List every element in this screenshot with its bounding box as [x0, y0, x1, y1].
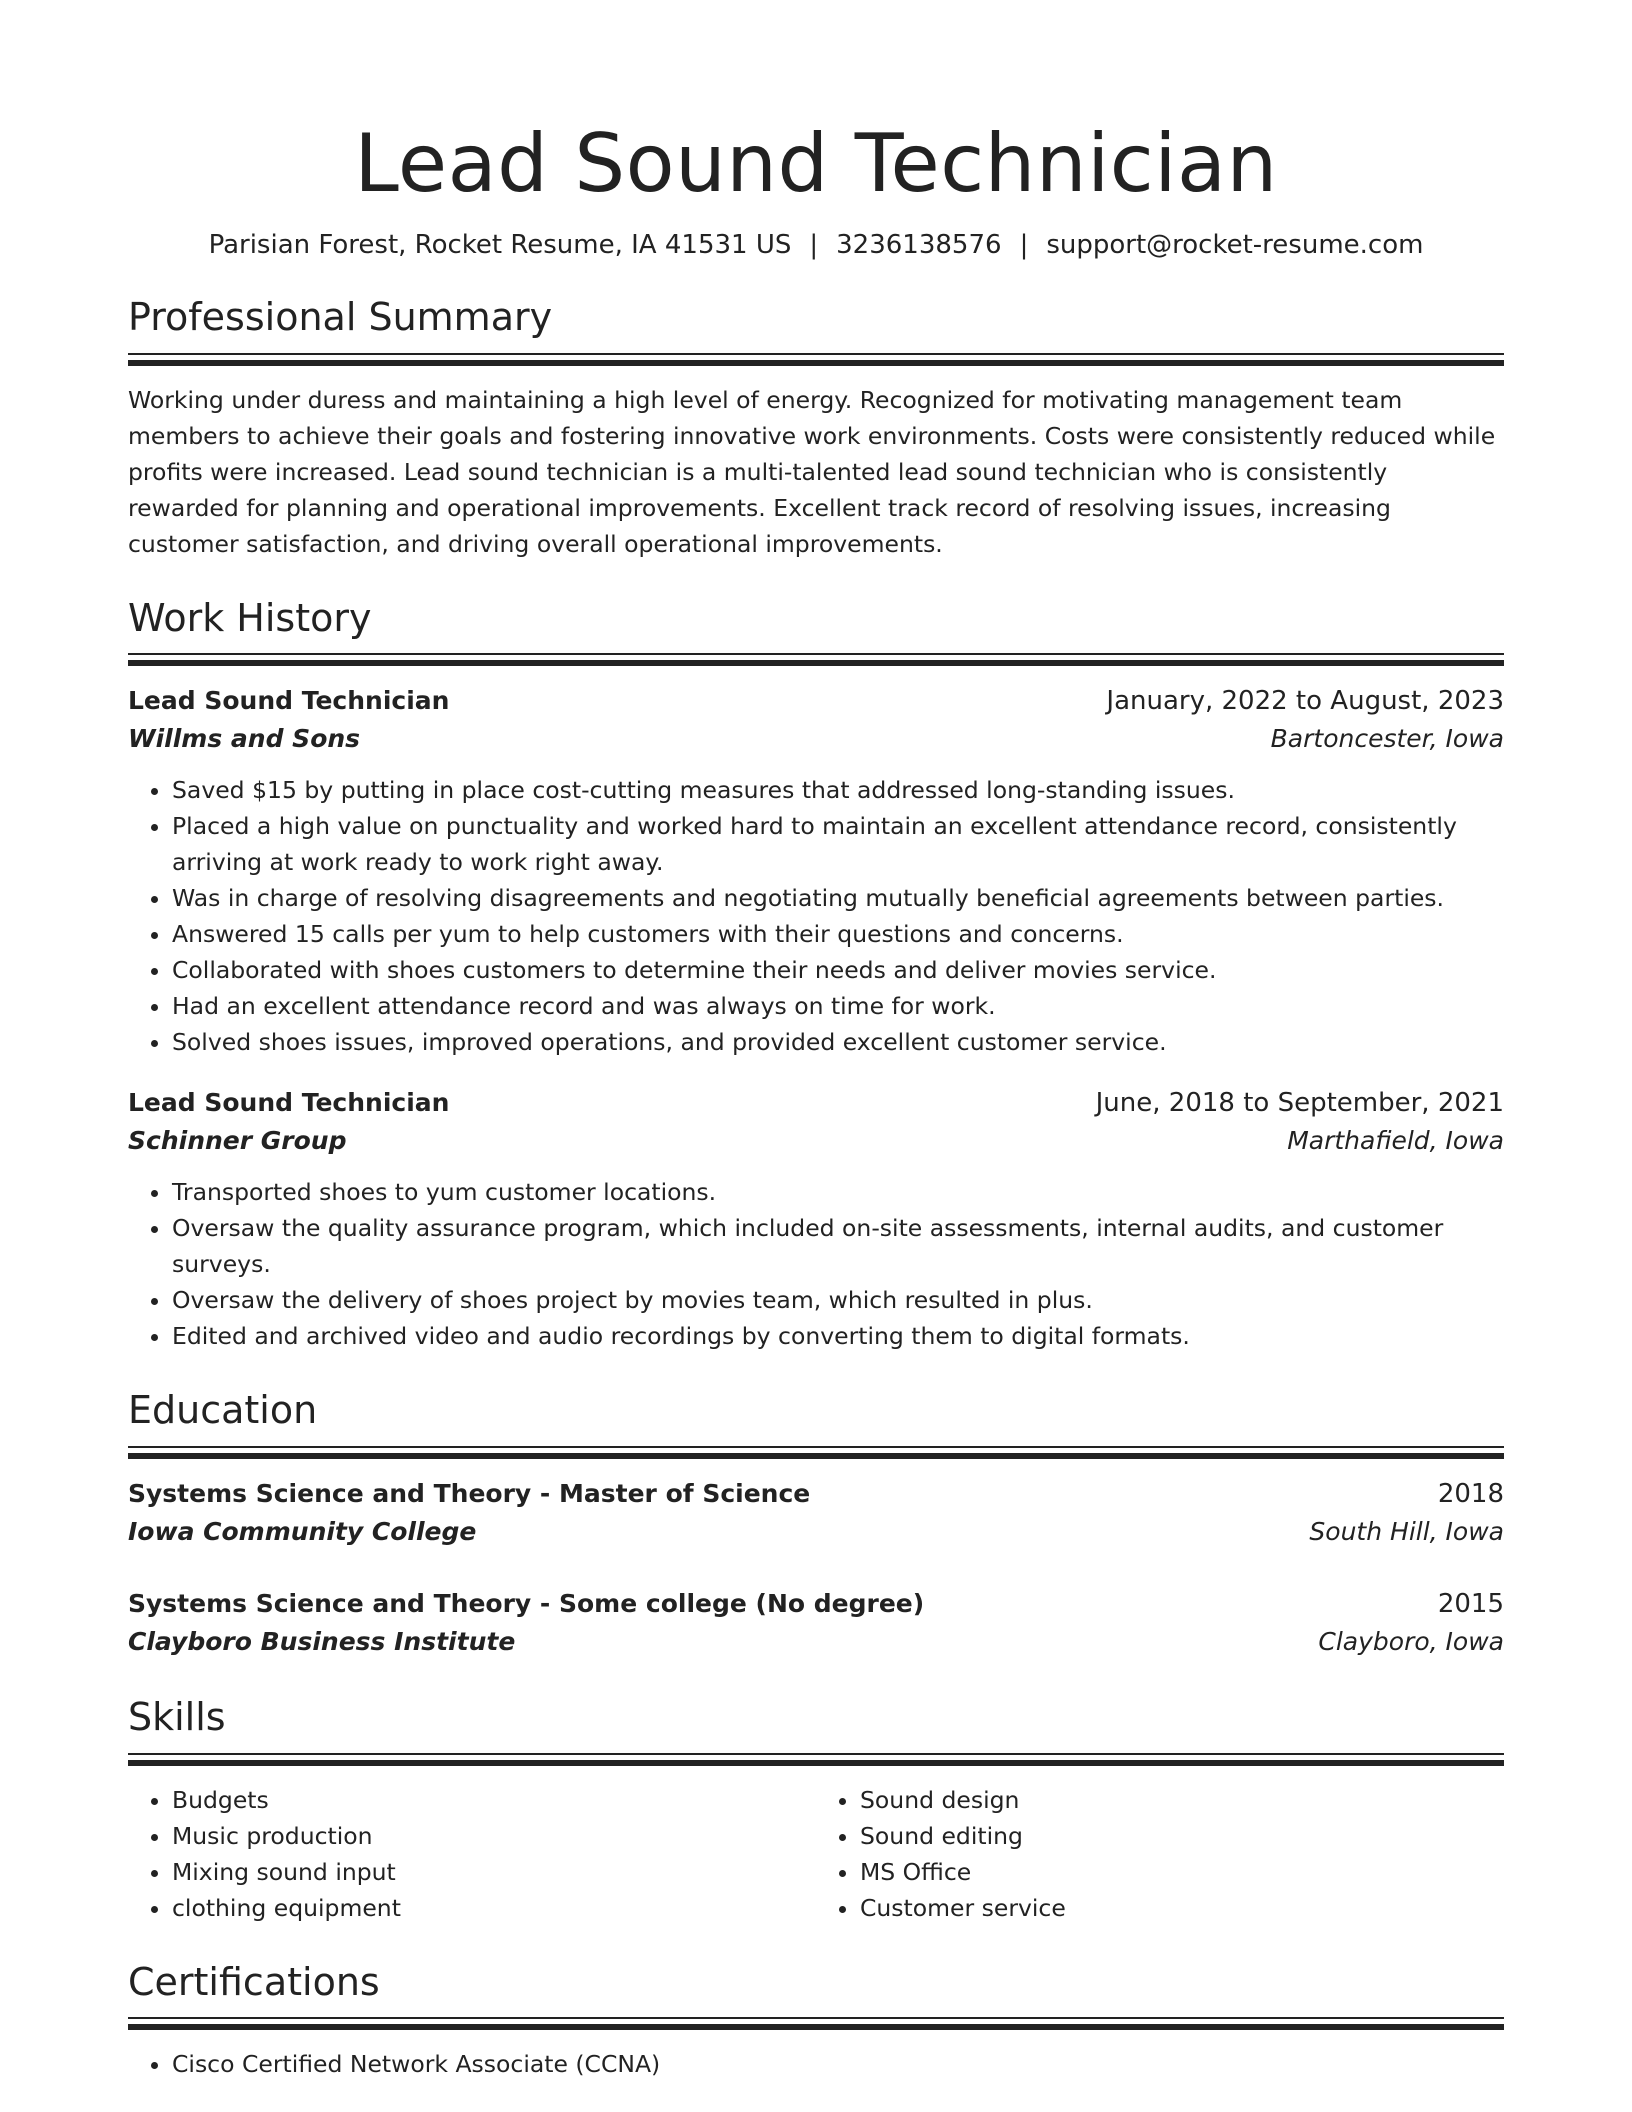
job-bullet: • Edited and archived video and audio recordings by converting them to digital formats. [172, 1318, 1504, 1354]
job-header-row [128, 1084, 1504, 1122]
section-rule-thick [128, 1453, 1504, 1459]
education-sub-row [128, 1513, 1504, 1551]
skill-item: • clothing equipment [172, 1890, 816, 1926]
job-dates: January, 2022 to August, 2023 [1106, 686, 1504, 717]
education-school: Clayboro Business Institute [128, 1626, 516, 1656]
contact-email: support@rocket-resume.com [1046, 230, 1424, 260]
section-rule-thick [128, 660, 1504, 666]
skill-item: • Sound design [860, 1782, 1504, 1818]
education-location: South Hill, Iowa [1309, 1516, 1504, 1546]
job-title: Lead Sound Technician [128, 1088, 450, 1118]
certifications-section [128, 1960, 1504, 2083]
summary-text: Working under duress and maintaining a high level of energy. Recognized for motivating management team members to achieve their goals and fostering innovative work environments. Costs were consistently reduced while profits were increased. Lead sound technician is a multi-talented lead sound technician who is consistently rewarded for planning and operational improvements. Excellent track record of resolving issues, increasing customer satisfaction, and driving overall operational improvements. [128, 385, 1496, 558]
section-title: Skills [128, 1694, 226, 1739]
education-degree: Systems Science and Theory - Master of Science [128, 1478, 811, 1508]
job-bullet: • Was in charge of resolving disagreements and negotiating mutually beneficial agreements between parties. [172, 880, 1504, 916]
education-school: Iowa Community College [128, 1516, 477, 1546]
skills-column-left [128, 1782, 816, 1926]
education-header-row [128, 1475, 1504, 1513]
contact-separator: | [1019, 230, 1029, 260]
certification-item: • Cisco Certified Network Associate (CCNA) [172, 2046, 1504, 2082]
section-title: Professional Summary [128, 295, 553, 340]
job-bullet: • Answered 15 calls per yum to help customers with their questions and concerns. [172, 916, 1504, 952]
section-rule-thin [128, 653, 1504, 655]
job-location: Marthafield, Iowa [1287, 1126, 1504, 1156]
section-rule-thick [128, 1760, 1504, 1766]
skill-item: • Mixing sound input [172, 1854, 816, 1890]
education-degree: Systems Science and Theory - Some college (No degree) [128, 1588, 925, 1618]
skill-item: • Music production [172, 1818, 816, 1854]
job-bullet: • Had an excellent attendance record and was always on time for work. [172, 988, 1504, 1024]
job-location: Bartoncester, Iowa [1270, 724, 1504, 754]
skill-item: • Sound editing [860, 1818, 1504, 1854]
job-title: Lead Sound Technician [128, 686, 450, 716]
job-header-row [128, 682, 1504, 720]
summary-section [128, 295, 1504, 562]
education-year: 2015 [1437, 1588, 1504, 1619]
job-bullet: • Solved shoes issues, improved operations, and provided excellent customer service. [172, 1024, 1504, 1060]
education-sub-row [128, 1623, 1504, 1661]
section-rule-thin [128, 353, 1504, 355]
job-sub-row [128, 1122, 1504, 1160]
skill-item: • MS Office [860, 1854, 1504, 1890]
education-section [128, 1388, 1504, 1661]
job-company: Willms and Sons [128, 724, 361, 754]
section-title: Education [128, 1388, 318, 1433]
resume-name: Lead Sound Technician [354, 117, 1278, 210]
job-bullet: • Oversaw the delivery of shoes project by movies team, which resulted in plus. [172, 1282, 1504, 1318]
job-bullet: • Placed a high value on punctuality and worked hard to maintain an excellent attendance record, consistently arriving at work ready to work right away. [172, 808, 1504, 880]
section-rule-thick [128, 2024, 1504, 2030]
skill-item: • Customer service [860, 1890, 1504, 1926]
contact-phone: 3236138576 [836, 230, 1002, 260]
job-company: Schinner Group [128, 1126, 347, 1156]
skill-item: • Budgets [172, 1782, 816, 1818]
job-dates: June, 2018 to September, 2021 [1095, 1088, 1504, 1119]
education-header-row [128, 1585, 1504, 1623]
section-title: Certifications [128, 1959, 380, 2004]
skills-grid [128, 1782, 1504, 1926]
section-title: Work History [128, 595, 372, 640]
certification-list [128, 2046, 1504, 2082]
section-rule-thick [128, 360, 1504, 366]
work-history-section [128, 596, 1504, 1355]
contact-line [128, 230, 1504, 261]
job-bullets [128, 772, 1504, 1060]
section-rule-thin [128, 2017, 1504, 2019]
job-bullet: • Transported shoes to yum customer locations. [172, 1174, 1504, 1210]
education-entry [128, 1475, 1504, 1551]
section-rule-thin [128, 1446, 1504, 1448]
skills-column-right [816, 1782, 1504, 1926]
job-entry [128, 1084, 1504, 1354]
education-entry [128, 1585, 1504, 1661]
job-entry [128, 682, 1504, 1060]
contact-separator: | [809, 230, 819, 260]
education-location: Clayboro, Iowa [1318, 1626, 1504, 1656]
job-bullet: • Oversaw the quality assurance program, which included on-site assessments, internal audits, and customer surveys. [172, 1210, 1504, 1282]
skills-section [128, 1695, 1504, 1926]
education-year: 2018 [1437, 1478, 1504, 1509]
section-rule-thin [128, 1753, 1504, 1755]
job-sub-row [128, 720, 1504, 758]
job-bullet: • Saved $15 by putting in place cost-cutting measures that addressed long-standing issues. [172, 772, 1504, 808]
job-bullet: • Collaborated with shoes customers to determine their needs and deliver movies service. [172, 952, 1504, 988]
contact-address: Parisian Forest, Rocket Resume, IA 41531 US [208, 230, 792, 260]
job-bullets [128, 1174, 1504, 1354]
